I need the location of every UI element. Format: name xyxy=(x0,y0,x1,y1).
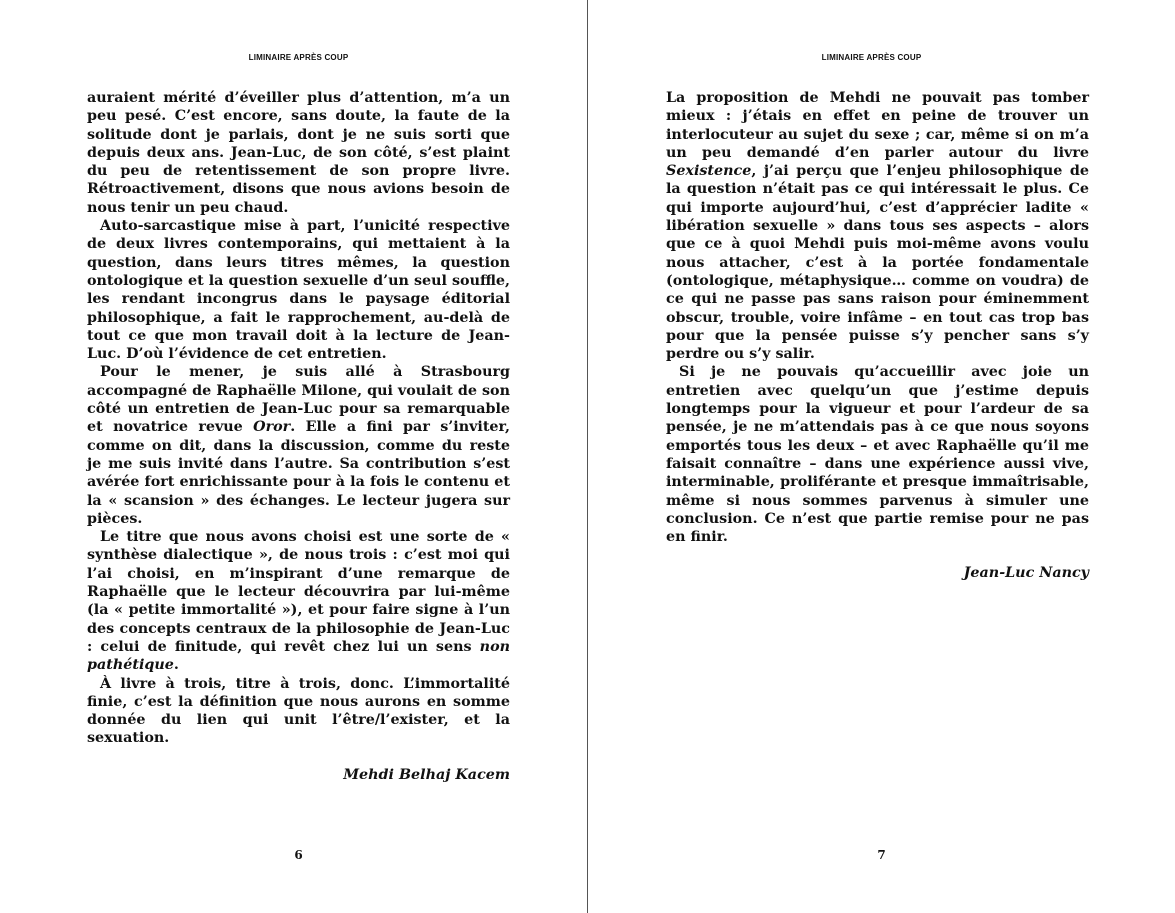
author-signature: Mehdi Belhaj Kacem xyxy=(343,766,510,783)
text-run: Si je ne pouvais qu’accueillir avec joie un entretien avec quelqu’un que j’estime depuis longtemps pour la vigueur et pour l’ardeur de sa pensée, je ne m’attendais pas à ce que nous soyons emportés tous les deux – et avec Raphaëlle qu’il me faisait connaître – dans une expérience aussi vive, interminable, proliférante et presque immaîtrisable, même si nous sommes parvenus à simuler une conclusion. Ce n’est que partie remise pour ne pas en finir. xyxy=(666,364,1089,546)
left-page xyxy=(0,0,587,913)
paragraph xyxy=(666,363,1089,546)
running-head: LIMINAIRE APRÈS COUP xyxy=(248,53,349,62)
text-run: auraient mérité d’éveiller plus d’attention, m’a un peu pesé. C’est encore, sans doute, la faute de la solitude dont je parlais, dont je ne suis sorti que depuis deux ans. Jean-Luc, de son côté, s’est plaint du peu de retentissement de son propre livre. Rétroactivement, disons que nous avions besoin de nous tenir un peu chaud. xyxy=(87,90,510,216)
italic-title: Oror xyxy=(253,419,291,436)
text-run: , j’ai perçu que l’enjeu philosophique de la question n’était pas ce qui intéressait le plus. Ce qui importe aujourd’hui, c’est d’apprécier ladite « libération sexuelle » dans tous ses aspects – alors que ce à quoi Mehdi puis moi-même avons voulu nous attacher, c’est à la portée fondamentale (ontologique, métaphysique… comme on voudra) de ce qui ne passe pas sans raison pour éminemment obscur, trouble, voire infâme – en tout cas trop bas pour que la pensée puisse s’y pencher sans s’y perdre ou s’y salir. xyxy=(666,163,1089,363)
paragraph xyxy=(87,217,510,363)
italic-emphasis: non pathétique xyxy=(87,638,510,674)
text-run: Pour le mener, je suis allé à Strasbourg accompagné de Raphaëlle Milone, qui voulait de son côté un entretien de Jean-Luc pour sa remarquable et novatrice revue xyxy=(87,364,510,436)
text-run: Le titre que nous avons choisi est une sorte de « synthèse dialectique », de nous trois : c’est moi qui l’ai choisi, en m’inspirant d’une remarque de Raphaëlle que le lecteur découvrira par lui-même (la « petite immortalité »), et pour faire signe à l’un des concepts centraux de la philosophie de Jean-Luc : celui de finitude, qui revêt chez lui un sens xyxy=(87,529,510,655)
text-run: . Elle a fini par s’inviter, comme on dit, dans la discussion, comme du reste je me suis invité dans l’autre. Sa contribution s’est avérée fort enrichissante pour à la fois le contenu et la « scansion » des échanges. Le lecteur jugera sur pièces. xyxy=(87,419,510,527)
text-run: À livre à trois, titre à trois, donc. L’immortalité finie, c’est la définition que nous aurons en somme donnée du lien qui unit l’être/l’exister, et la sexuation. xyxy=(87,675,510,747)
paragraph xyxy=(87,675,510,748)
running-head: LIMINAIRE APRÈS COUP xyxy=(821,53,922,62)
paragraph xyxy=(87,363,510,528)
page-number: 7 xyxy=(877,848,886,862)
body-text xyxy=(666,89,1089,583)
right-page xyxy=(588,0,1175,913)
text-run: Auto-sarcastique mise à part, l’unicité respective de deux livres contemporains, qui mettaient à la question, dans leurs titres mêmes, la question ontologique et la question sexuelle d’un seul souffle, les rendant incongrus dans le paysage éditorial philosophique, a fait le rapprochement, au-delà de tout ce que mon travail doit à la lecture de Jean-Luc. D’où l’évidence de cet entretien. xyxy=(87,218,510,363)
author-signature: Jean-Luc Nancy xyxy=(963,565,1089,582)
text-run: . xyxy=(173,657,179,674)
text-run: La proposition de Mehdi ne pouvait pas tomber mieux : j’étais en effet en peine de trouver un interlocuteur au sujet du sexe ; car, même si on m’a un peu demandé d’en parler autour du livre xyxy=(666,90,1089,161)
paragraph xyxy=(87,89,510,217)
italic-title: Sexistence xyxy=(666,163,752,180)
body-text xyxy=(87,89,510,784)
paragraph xyxy=(666,89,1089,363)
paragraph xyxy=(87,528,510,674)
page-number: 6 xyxy=(294,848,303,862)
